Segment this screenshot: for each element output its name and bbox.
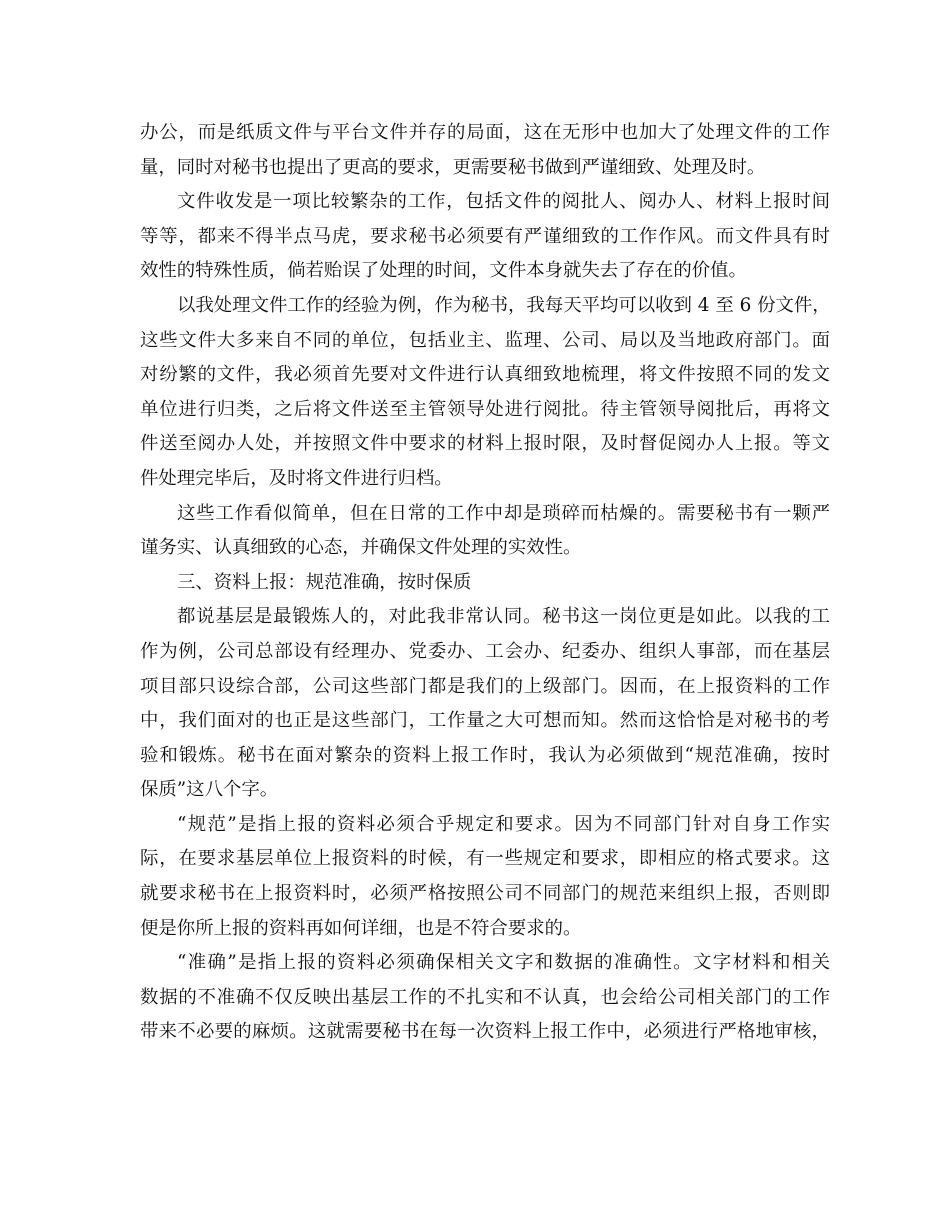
- text-line: 就要求秘书在上报资料时，必须严格按照公司不同部门的规范来组织上报，否则即: [140, 883, 830, 905]
- section-heading: [140, 566, 830, 601]
- text-line: 谨务实、认真细致的心态，并确保文件处理的实效性。: [140, 537, 582, 559]
- text-line: 项目部只设综合部，公司这些部门都是我们的上级部门。因而，在上报资料的工作: [140, 675, 830, 697]
- text-line: 数据的不准确不仅反映出基层工作的不扎实和不认真，也会给公司相关部门的工作: [140, 986, 830, 1008]
- paragraph: [140, 116, 830, 185]
- text-line: 以我处理文件工作的经验为例，作为秘书，我每天平均可以收到 4 至 6 份文件，: [177, 294, 831, 316]
- text-line: 中，我们面对的也正是这些部门，工作量之大可想而知。然而这恰恰是对秘书的考: [140, 710, 830, 732]
- heading-text: 三、资料上报：规范准确，按时保质: [177, 571, 472, 593]
- paragraph: [140, 185, 830, 289]
- paragraph: [140, 808, 830, 946]
- text-line: 单位进行归类，之后将文件送至主管领导处进行阅批。待主管领导阅批后，再将文: [140, 398, 830, 420]
- text-line: 都说基层是最锻炼人的，对此我非常认同。秘书这一岗位更是如此。以我的工: [177, 606, 830, 628]
- text-line: 效性的特殊性质，倘若贻误了处理的时间，文件本身就失去了存在的价值。: [140, 260, 747, 282]
- text-line: 作为例，公司总部设有经理办、党委办、工会办、纪委办、组织人事部，而在基层: [140, 640, 830, 662]
- document-body: [140, 116, 830, 1050]
- text-line: “准确”是指上报的资料必须确保相关文字和数据的准确性。文字材料和相关: [177, 952, 830, 974]
- text-line: 量，同时对秘书也提出了更高的要求，更需要秘书做到严谨细致、处理及时。: [140, 156, 766, 178]
- text-line: 对纷繁的文件，我必须首先要对文件进行认真细致地梳理，将文件按照不同的发文: [140, 364, 830, 386]
- text-line: 文件收发是一项比较繁杂的工作，包括文件的阅批人、阅办人、材料上报时间: [177, 191, 830, 213]
- paragraph: [140, 600, 830, 808]
- text-line: “规范”是指上报的资料必须合乎规定和要求。因为不同部门针对自身工作实: [177, 813, 830, 835]
- text-line: 件处理完毕后，及时将文件进行归档。: [140, 467, 453, 489]
- text-line: 验和锻炼。秘书在面对繁杂的资料上报工作时，我认为必须做到“规范准确，按时: [140, 744, 830, 766]
- text-line: 这些工作看似简单，但在日常的工作中却是琐碎而枯燥的。需要秘书有一颗严: [177, 502, 830, 524]
- text-line: 便是你所上报的资料再如何详细，也是不符合要求的。: [140, 917, 582, 939]
- text-line: 带来不必要的麻烦。这就需要秘书在每一次资料上报工作中，必须进行严格地审核，: [140, 1021, 830, 1043]
- text-line: 际，在要求基层单位上报资料的时候，有一些规定和要求，即相应的格式要求。这: [140, 848, 830, 870]
- paragraph: [140, 946, 830, 1050]
- paragraph: [140, 289, 830, 497]
- text-line: 保质”这八个字。: [140, 779, 279, 801]
- paragraph: [140, 497, 830, 566]
- text-line: 这些文件大多来自不同的单位，包括业主、监理、公司、局以及当地政府部门。面: [140, 329, 830, 351]
- text-line: 办公，而是纸质文件与平台文件并存的局面，这在无形中也加大了处理文件的工作: [140, 122, 830, 143]
- text-line: 等等，都来不得半点马虎，要求秘书必须要有严谨细致的工作作风。而文件具有时: [140, 225, 830, 247]
- text-line: 件送至阅办人处，并按照文件中要求的材料上报时限，及时督促阅办人上报。等文: [140, 433, 830, 455]
